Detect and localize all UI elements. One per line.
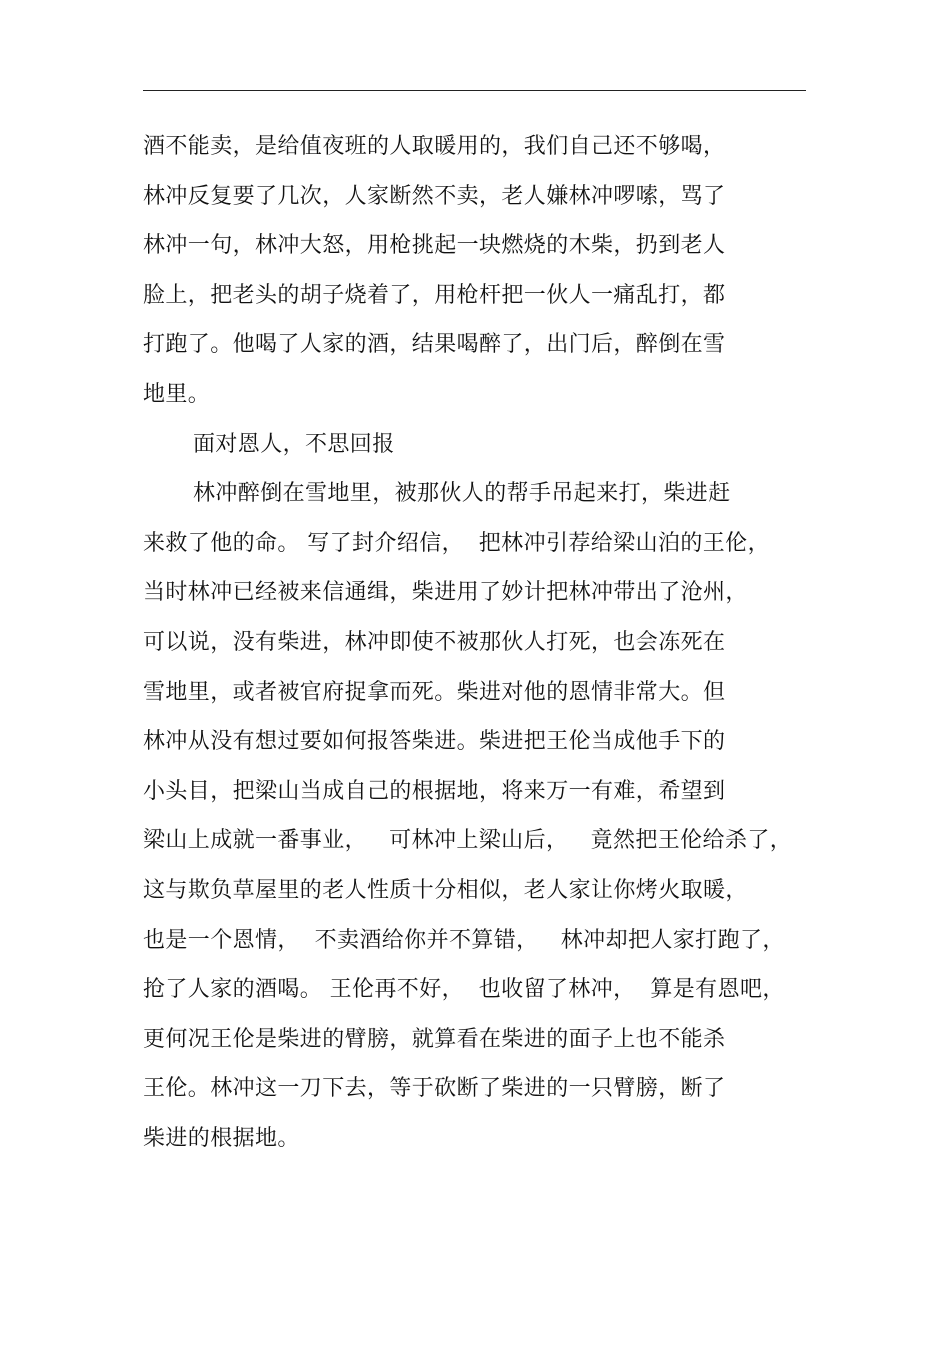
text-line: 梁山上成就一番事业， 可林冲上梁山后， 竟然把王伦给杀了，	[143, 828, 793, 854]
text-line: 也是一个恩情， 不卖酒给你并不算错， 林冲却把人家打跑了，	[143, 927, 785, 953]
text-line: 更何况王伦是柴进的臂膀，就算看在柴进的面子上也不能杀	[143, 1026, 726, 1052]
text-line: 这与欺负草屋里的老人性质十分相似，老人家让你烤火取暖，	[143, 877, 748, 903]
text-line: 可以说，没有柴进，林冲即使不被那伙人打死，也会冻死在	[143, 629, 726, 655]
text-line: 雪地里，或者被官府捉拿而死。柴进对他的恩情非常大。但	[143, 679, 726, 705]
section-heading: 面对恩人，不思回报	[193, 431, 395, 457]
text-line: 当时林冲已经被来信通缉，柴进用了妙计把林冲带出了沧州，	[143, 580, 748, 606]
text-line: 林冲反复要了几次，人家断然不卖，老人嫌林冲啰嗦，骂了	[143, 183, 726, 209]
header-rule	[143, 90, 806, 91]
text-line: 抢了人家的酒喝。 王伦再不好， 也收留了林冲， 算是有恩吧，	[143, 977, 785, 1003]
text-line: 打跑了。他喝了人家的酒，结果喝醉了，出门后，醉倒在雪	[143, 332, 726, 358]
body-text	[143, 122, 803, 1163]
text-line: 地里。	[143, 381, 211, 407]
paragraph-start: 林冲醉倒在雪地里，被那伙人的帮手吊起来打，柴进赶	[193, 481, 731, 507]
text-line: 王伦。林冲这一刀下去，等于砍断了柴进的一只臂膀，断了	[143, 1076, 726, 1102]
text-line: 来救了他的命。 写了封介绍信， 把林冲引荐给梁山泊的王伦，	[143, 530, 770, 556]
text-line: 脸上，把老头的胡子烧着了，用枪杆把一伙人一痛乱打，都	[143, 282, 726, 308]
text-line: 林冲从没有想过要如何报答柴进。柴进把王伦当成他手下的	[143, 729, 726, 755]
text-line: 柴进的根据地。	[143, 1125, 300, 1151]
text-line: 酒不能卖，是给值夜班的人取暖用的，我们自己还不够喝，	[143, 134, 726, 159]
text-line: 林冲一句，林冲大怒，用枪挑起一块燃烧的木柴，扔到老人	[143, 233, 726, 259]
text-line: 小头目，把梁山当成自己的根据地，将来万一有难，希望到	[143, 778, 726, 804]
